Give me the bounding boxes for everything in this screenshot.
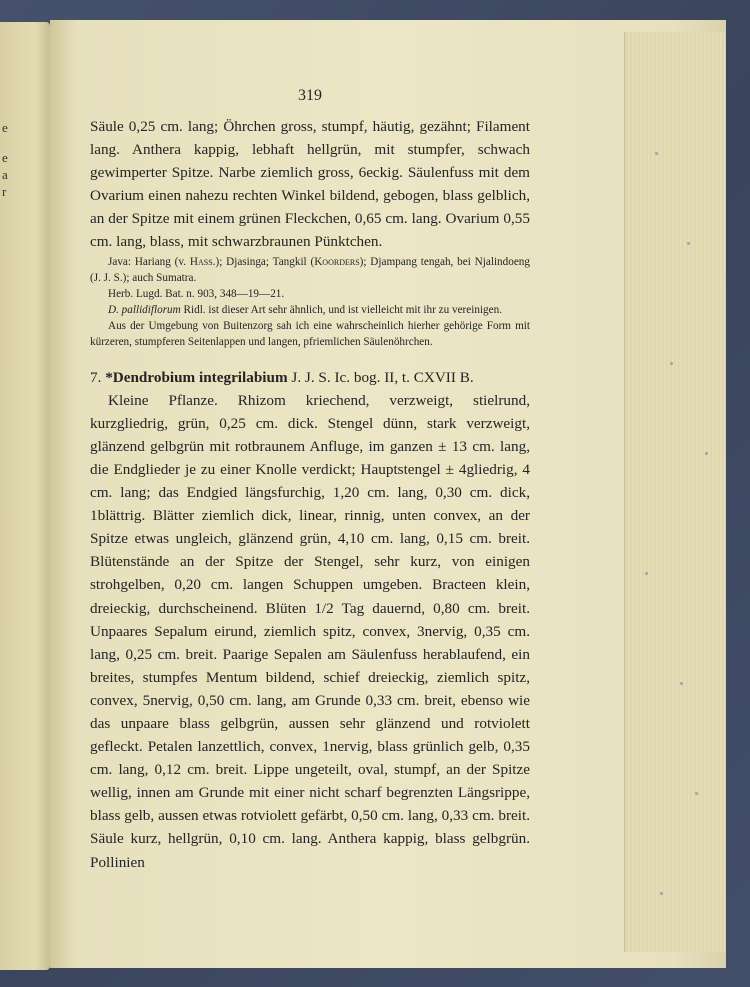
- page-text: [90, 87, 530, 874]
- description-text: Kleine Pflanze. Rhizom kriechend, verzweigt, stielrund, kurzgliedrig, grün, 0,25 cm. dick. Stengel dünn, stark verzweigt, glänzend gelbgrün mit rotbraunem Anfluge, im ganzen ± 13 cm. lang, die Endglieder je zu einer Knolle verdickt; Hauptstengel ± 4gliedrig, 4 cm. lang; das Endgied längsfurchig, 1,20 cm. lang, 0,30 cm. dick, 1blättrig. Blätter ziemlich dick, linear, rinnig, unten convex, an der Spitze etwas ungleich, glänzend grün, 4,10 cm. lang, 0,15 cm. breit. Blütenstände an der Spitze der Stengel, sehr kurz, von einigen strohgelben, 0,20 cm. langen Schuppen umgeben. Bracteen klein, dreieckig, durchscheinend. Blüten: [90, 391, 530, 617]
- edge-speck: [660, 892, 663, 895]
- collector-name: Koorders: [314, 255, 360, 268]
- description-text: Tag dauernd, 0,80 cm. breit. Unpaares Sepalum eirund, ziemlich spitz, convex, 3nervig, 0,35 cm. lang, 0,25 cm. breit. Paarige Sepalen am Säulenfuss herablaufend, ein breites, stumpfes Mentum bildend, schief dreieckig, ziemlich spitz, convex, 5nervig, 0,50 cm. lang, am Grunde 0,33 cm. breit, ebenso wie das unpaare blass gelbgrün, aussen sehr glänzend und rotviolett gefleckt. Petalen lanzettlich, convex, 1nervig, blass grünlich gelb, 0,35 cm. lang, 0,12 cm. breit. Lippe ungeteilt, oval, stumpf, an der Spitze wellig, innen am Grunde mit einer nicht scharf begrenzten Längsrippe, blass gelb, aussen etwas rotviolett gefärbt, 0,50 cm. lang, 0,33 cm. breit. Säule kurz, hellgrün, 0,10 cm. lang. Anthera kappig, blass gelbgrün. Pollinien: [90, 599, 530, 871]
- edge-speck: [687, 242, 690, 245]
- left-page-fragment: e: [2, 150, 8, 165]
- note-text: ); Djampang tengah, bei Njalindoeng (J. J. S.); auch Sumatra.: [90, 255, 530, 284]
- species-number: 7.: [90, 368, 102, 386]
- species-description: [90, 389, 530, 874]
- edge-speck: [655, 152, 658, 155]
- fraction-half: 1/2: [314, 599, 334, 617]
- buitenzorg-note: Aus der Umgebung von Buitenzorg sah ich eine wahrscheinlich hierher gehörige Form mit kürzeren, stumpferen Seitenlappen und langen, pfriemlichen Säulenöhrchen.: [90, 319, 530, 348]
- species-name: D. pallidiflorum: [108, 303, 181, 316]
- section-gap: [90, 350, 530, 366]
- note-text: ); Djasinga; Tangkil (: [215, 255, 315, 268]
- collector-name: Hass.: [189, 255, 216, 268]
- left-page-fragment: e: [2, 120, 8, 135]
- page-edges: [624, 32, 725, 952]
- species-citation: J. J. S. Ic. bog. II, t. CXVII B.: [287, 368, 474, 386]
- locality-note: [90, 254, 530, 286]
- page-number: 319: [298, 87, 322, 104]
- edge-speck: [670, 362, 673, 365]
- edge-speck: [645, 572, 648, 575]
- species-heading: [90, 366, 530, 389]
- note-text: Java: Hariang (v.: [108, 255, 190, 268]
- species-title: *Dendrobium integrilabium: [105, 368, 288, 386]
- edge-speck: [680, 682, 683, 685]
- description-paragraph: Säule 0,25 cm. lang; Öhrchen gross, stumpf, häutig, gezähnt; Filament lang. Anthera kappig, lebhaft hellgrün, mit stumpfer, schwach gewimperter Spitze. Narbe ziemlich gross, 6eckig. Säulenfuss mit dem Ovarium einen nahezu rechten Winkel bildend, gebogen, blass gelblich, an der Spitze mit einem grünen Fleckchen, 0,65 cm. lang. Ovarium 0,55 cm. lang, blass, mit schwarzbraunen Pünktchen.: [90, 118, 530, 251]
- edge-speck: [705, 452, 708, 455]
- left-page-fragment: r: [2, 184, 7, 199]
- left-page-edge: [0, 22, 50, 970]
- note-text: Ridl. ist dieser Art sehr ähnlich, und ist vielleicht mit ihr zu vereinigen.: [180, 303, 502, 316]
- edge-speck: [695, 792, 698, 795]
- species-note: [90, 302, 530, 318]
- herbarium-note: Herb. Lugd. Bat. n. 903, 348—19—21.: [108, 287, 285, 300]
- left-page-fragment: a: [2, 167, 8, 182]
